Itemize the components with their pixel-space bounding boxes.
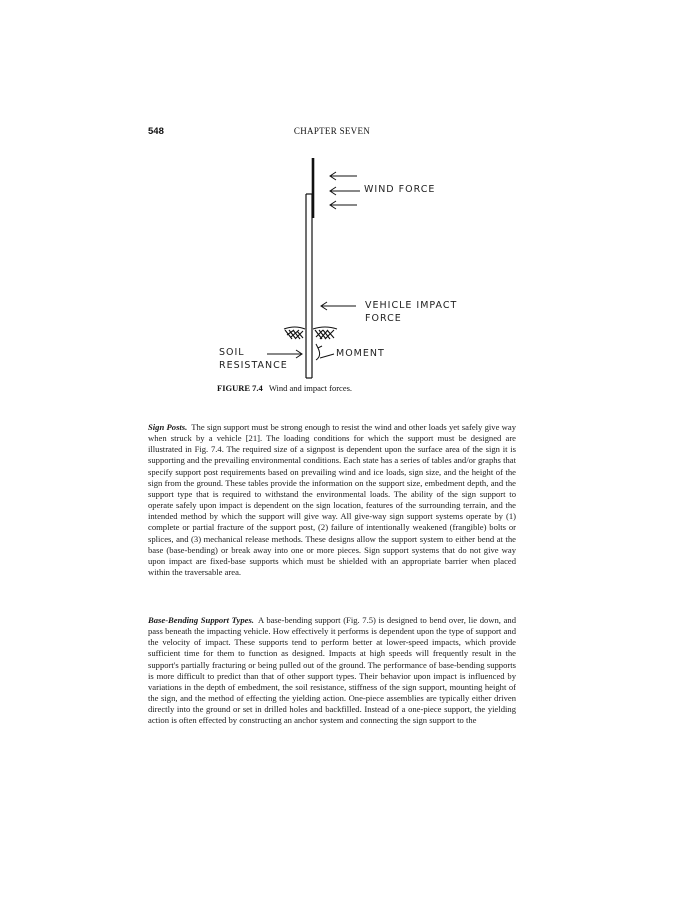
vehicle-impact-arrow bbox=[321, 302, 356, 310]
ground-hatching bbox=[284, 327, 337, 339]
figure-caption bbox=[217, 383, 352, 393]
label-soil: SOIL bbox=[219, 347, 245, 358]
label-resistance: RESISTANCE bbox=[219, 360, 288, 371]
label-vehicle-impact-force: FORCE bbox=[365, 313, 402, 324]
figure-caption-label: FIGURE 7.4 bbox=[217, 383, 263, 393]
section-body: A base-bending support (Fig. 7.5) is designed to bend over, lie down, and pass beneath the impacting vehicle. How effectively it performs is dependent upon the type of support and the velocity of impact. These supports tend to perform better at lower-speed impacts, which provide sufficient time for them to function as designed. Impacts at high speeds will frequently result in the support's partially fracturing or being pulled out of the ground. The performance of base-bending supports is more difficult to predict than that of other support types. Their behavior upon impact is influenced by variations in the depth of embedment, the soil resistance, stiffness of the sign support, mounting height of the sign, and the method of effecting the yielding action. One-piece assemblies are typically either driven directly into the ground or set in drilled holes and backfilled. Instead of a one-piece support, the yielding action is often effected by constructing an anchor system and connecting the sign support to the bbox=[148, 615, 516, 726]
soil-resistance-arrow bbox=[267, 350, 302, 358]
section-heading: Base-Bending Support Types. bbox=[148, 615, 254, 625]
figure-wind-impact bbox=[0, 0, 695, 400]
section-sign-posts bbox=[148, 422, 516, 578]
wind-force-arrows bbox=[330, 172, 360, 209]
figure-diagram bbox=[0, 0, 695, 400]
label-wind-force: WIND FORCE bbox=[364, 184, 436, 195]
section-base-bending bbox=[148, 615, 516, 727]
label-moment: MOMENT bbox=[336, 348, 385, 359]
chapter-title: CHAPTER SEVEN bbox=[293, 126, 371, 136]
figure-caption-text: Wind and impact forces. bbox=[268, 383, 353, 393]
section-heading: Sign Posts. bbox=[148, 422, 188, 432]
page-number: 548 bbox=[148, 126, 164, 137]
moment-arc bbox=[316, 344, 334, 360]
label-vehicle-impact: VEHICLE IMPACT bbox=[365, 300, 458, 311]
section-body: The sign support must be strong enough to resist the wind and other loads yet safely give way when struck by a vehicle [21]. The loading conditions for which the support must be designed are illustrated in Fig. 7.4. The required size of a signpost is dependent upon the surface area of the sign it is supporting and the prevailing environmental conditions. Each state has a series of tables and/or graphs that specify support post requirements based on prevailing wind and ice loads, sign size, and the height of the sign from the ground. These tables provide the information on the support size, embedment depth, and the support type that is required to withstand the environmental loads. The ability of the sign support to operate safely upon impact is dependent on the sign location, features of the surrounding terrain, and the intended method by which the support will give way. All give-way sign support systems operate by (1) complete or partial fracture of the support post, (2) failure of intentionally weakened (frangible) bolts or splices, and (3) mechanical release methods. These designs allow the support system to either bend at the base (base-bending) or break away into one or more pieces. Sign support systems that do not give way upon impact are fixed-base supports which must be shielded with an appropriate barrier when placed within the traversable area. bbox=[148, 422, 516, 578]
